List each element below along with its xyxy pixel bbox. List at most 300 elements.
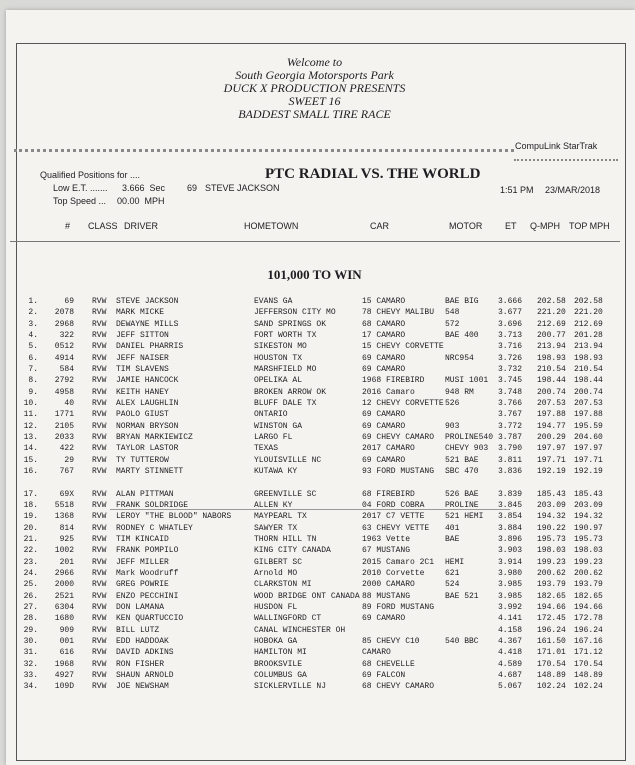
elapsed-time: 3.772 <box>498 421 523 431</box>
driver-name: JEFF MILLER <box>116 557 169 567</box>
car-number: 201 <box>59 557 74 567</box>
class: RVW <box>92 331 107 341</box>
car-number: 2792 <box>54 376 74 386</box>
motor: 521 HEMI <box>445 512 484 522</box>
elapsed-time: 5.067 <box>498 682 523 692</box>
elapsed-time: 3.787 <box>498 433 523 443</box>
elapsed-time: 3.854 <box>498 512 523 522</box>
position: 1. <box>28 297 38 306</box>
driver-name: SHAUN ARNOLD <box>116 671 174 680</box>
car-number: 2968 <box>54 319 74 329</box>
qualifying-mph: 197.97 <box>537 444 566 454</box>
class: RVW <box>92 682 107 692</box>
car-number: 109D <box>54 682 74 692</box>
position: 24. <box>23 568 38 578</box>
header-line: SWEET 16 <box>288 94 341 108</box>
class: RVW <box>92 648 107 658</box>
qualifying-mph: 170.54 <box>537 659 566 669</box>
class: RVW <box>92 512 107 522</box>
car-number: 69 <box>64 297 74 306</box>
top-mph: 182.65 <box>574 591 603 601</box>
header-line: Welcome to <box>286 55 343 69</box>
table-row <box>0 387 629 398</box>
driver-name: DANIEL PHARRIS <box>116 342 184 352</box>
top-mph: 192.19 <box>574 467 603 477</box>
top-mph: 193.79 <box>574 580 603 590</box>
class: RVW <box>92 500 107 510</box>
motor: 572 <box>445 319 460 329</box>
table-row <box>0 330 629 341</box>
position: 10. <box>23 399 38 409</box>
hometown: ALLEN KY <box>254 500 293 510</box>
table-row <box>0 636 629 647</box>
position: 28. <box>23 614 38 624</box>
car-number: 2033 <box>54 433 74 443</box>
top-mph: 198.93 <box>574 353 603 363</box>
car-number: 925 <box>59 534 74 544</box>
elapsed-time: 3.985 <box>498 580 523 590</box>
position: 4. <box>28 331 38 341</box>
qualifying-mph: 161.50 <box>537 636 566 646</box>
hometown: WALLINGFORD CT <box>254 614 322 624</box>
driver-name: FRANK POMPILO <box>116 546 179 556</box>
qualifying-mph: 190.22 <box>537 523 566 533</box>
top-mph: 203.09 <box>574 500 603 510</box>
hometown: SIKESTON MO <box>254 342 307 352</box>
col-header-driver: DRIVER <box>124 221 159 231</box>
car: 15 CHEVY CORVETTE <box>362 342 444 352</box>
position: 8. <box>28 376 38 386</box>
driver-name: MARTY STINNETT <box>116 467 184 477</box>
class: RVW <box>92 625 107 635</box>
time: 1:51 PM <box>500 185 534 195</box>
hometown: OPELIKA AL <box>254 376 303 386</box>
elapsed-time: 3.716 <box>498 342 523 352</box>
class: RVW <box>92 297 107 306</box>
driver-name: MARK MICKE <box>116 308 165 318</box>
class: RVW <box>92 399 107 409</box>
position: 31. <box>23 648 38 658</box>
table-row <box>0 398 629 409</box>
position: 16. <box>23 467 38 477</box>
top-mph: 148.89 <box>574 671 603 680</box>
driver-name: Mark Woodruff <box>116 568 179 578</box>
table-row <box>0 443 629 454</box>
elapsed-time: 3.992 <box>498 602 523 612</box>
car-number: 0512 <box>54 342 74 352</box>
driver-name: JEFF SITTON <box>116 331 169 341</box>
car: 04 FORD COBRA <box>362 500 425 510</box>
car: 1963 Vette <box>362 534 411 544</box>
car: 68 CAMARO <box>362 319 406 329</box>
motor: BAE 521 <box>445 591 479 601</box>
position: 6. <box>28 353 38 363</box>
elapsed-time: 3.666 <box>498 297 523 306</box>
elapsed-time: 3.745 <box>498 376 523 386</box>
car: 69 FALCON <box>362 671 406 680</box>
table-row <box>0 534 629 545</box>
elapsed-time: 3.903 <box>498 546 523 556</box>
low-et-car: 69 <box>187 183 198 193</box>
motor: 548 <box>445 308 460 318</box>
car-number: 2000 <box>54 580 74 590</box>
driver-name: RODNEY C WHATLEY <box>116 523 193 533</box>
top-mph: 197.97 <box>574 444 603 454</box>
header-rule <box>10 241 620 242</box>
top-mph: 200.74 <box>574 387 603 397</box>
table-row <box>0 353 629 364</box>
hometown: WOOD BRIDGE ONT CANADA <box>254 591 360 601</box>
class: RVW <box>92 591 107 601</box>
hometown: GREENVILLE SC <box>254 489 317 499</box>
driver-name: BRYAN MARKIEWICZ <box>116 433 193 443</box>
top-mph: 202.58 <box>574 297 603 306</box>
driver-name: EDD HADDOAK <box>116 636 169 646</box>
car: 2016 Camaro <box>362 387 415 397</box>
motor: 903 <box>445 421 460 431</box>
table-row <box>0 375 629 386</box>
motor: BAE BIG <box>445 297 479 306</box>
table-row <box>0 421 629 432</box>
table-row <box>0 432 629 443</box>
position: 11. <box>23 410 38 420</box>
hometown: MAYPEARL TX <box>254 512 307 522</box>
table-row <box>0 568 629 579</box>
elapsed-time: 4.158 <box>498 625 523 635</box>
motor: BAE <box>445 534 460 544</box>
table-row <box>0 557 629 568</box>
class: RVW <box>92 353 107 363</box>
top-mph: 198.03 <box>574 546 603 556</box>
motor: 401 <box>445 523 460 533</box>
car-number: 1771 <box>54 410 74 420</box>
qualifying-mph: 198.03 <box>537 546 566 556</box>
qualifying-mph: 200.74 <box>537 387 566 397</box>
class: RVW <box>92 387 107 397</box>
position: 30. <box>23 636 38 646</box>
position: 34. <box>23 682 38 692</box>
car-number: 001 <box>59 636 74 646</box>
position: 21. <box>23 534 38 544</box>
qualifying-mph: 172.45 <box>537 614 566 624</box>
motor: 521 BAE <box>445 455 479 465</box>
car: 67 MUSTANG <box>362 546 411 556</box>
class: RVW <box>92 568 107 578</box>
top-mph: 197.71 <box>574 455 603 465</box>
car-number: 2966 <box>54 568 74 578</box>
car-number: 322 <box>59 331 74 341</box>
col-header-hometown: HOMETOWN <box>244 221 299 231</box>
car: 69 CAMARO <box>362 421 406 431</box>
driver-name: BILL LUTZ <box>116 625 160 635</box>
table-row <box>0 613 629 624</box>
position: 20. <box>23 523 38 533</box>
driver-name: JEFF NAISER <box>116 353 169 363</box>
elapsed-time: 3.884 <box>498 523 523 533</box>
car-number: 1368 <box>54 512 74 522</box>
position: 9. <box>28 387 38 397</box>
qualifying-mph: 196.24 <box>537 625 566 635</box>
class: RVW <box>92 580 107 590</box>
top-mph: 190.97 <box>574 523 603 533</box>
position: 26. <box>23 591 38 601</box>
motor: BAE 400 <box>445 331 479 341</box>
elapsed-time: 3.766 <box>498 399 523 409</box>
table-row <box>0 489 629 500</box>
table-row <box>0 364 629 375</box>
low-et-driver: STEVE JACKSON <box>205 183 280 193</box>
hometown: SAWYER TX <box>254 523 298 533</box>
car-number: 1002 <box>54 546 74 556</box>
dotted-divider <box>14 149 514 152</box>
top-mph: 195.73 <box>574 534 603 544</box>
qualifying-mph: 221.20 <box>537 308 566 318</box>
hometown: JEFFERSON CITY MO <box>254 308 336 318</box>
car: 89 FORD MUSTANG <box>362 602 435 612</box>
driver-name: DAVID ADKINS <box>116 648 174 658</box>
header-line: DUCK X PRODUCTION PRESENTS <box>223 81 406 95</box>
position: 22. <box>23 546 38 556</box>
top-mph: 194.32 <box>574 512 603 522</box>
hometown: ONTARIO <box>254 410 288 420</box>
hometown: CANAL WINCHESTER OH <box>254 625 346 635</box>
table-row <box>0 455 629 466</box>
elapsed-time: 3.696 <box>498 319 523 329</box>
class: RVW <box>92 636 107 646</box>
col-header-qmph: Q-MPH <box>530 221 560 231</box>
top-mph: 196.24 <box>574 625 603 635</box>
table-row <box>0 579 629 590</box>
position: 27. <box>23 602 38 612</box>
qualifying-mph: 200.62 <box>537 568 566 578</box>
table-row <box>0 307 629 318</box>
top-mph: 213.94 <box>574 342 603 352</box>
hometown: SICKLERVILLE NJ <box>254 682 327 692</box>
qualifying-mph: 212.69 <box>537 319 566 329</box>
elapsed-time: 3.980 <box>498 568 523 578</box>
hometown: EVANS GA <box>254 297 293 306</box>
driver-name: TAYLOR LASTOR <box>116 444 179 454</box>
car: 68 FIREBIRD <box>362 489 415 499</box>
driver-name: LEROY "THE BLOOD" NABORS <box>116 512 232 522</box>
qualifying-mph: 197.71 <box>537 455 566 465</box>
elapsed-time: 4.687 <box>498 671 523 680</box>
motor: 948 RM <box>445 387 474 397</box>
car-number: 5518 <box>54 500 74 510</box>
top-mph: 207.53 <box>574 399 603 409</box>
qualifying-mph: 207.53 <box>537 399 566 409</box>
hometown: HOUSTON TX <box>254 353 303 363</box>
hometown: CLARKSTON MI <box>254 580 312 590</box>
top-mph: 172.78 <box>574 614 603 624</box>
motor: PROLINE <box>445 500 479 510</box>
header-line: South Georgia Motorsports Park <box>235 68 394 82</box>
position: 13. <box>23 433 38 443</box>
qualifying-mph: 198.44 <box>537 376 566 386</box>
qualified-label: Qualified Positions for .... <box>40 170 141 180</box>
car-number: 422 <box>59 444 74 454</box>
table-row <box>0 659 629 670</box>
class: RVW <box>92 546 107 556</box>
class: RVW <box>92 467 107 477</box>
col-header-class: CLASS <box>88 221 118 231</box>
results-table <box>0 296 629 693</box>
table-row <box>0 545 629 556</box>
car: 78 CHEVY MALIBU <box>362 308 435 318</box>
table-row <box>0 523 629 534</box>
top-mph: 212.69 <box>574 319 603 329</box>
driver-name: STEVE JACKSON <box>116 297 179 306</box>
top-mph: 185.43 <box>574 489 603 499</box>
low-et-label: Low E.T. ....... <box>53 183 108 193</box>
qualifying-mph: 193.79 <box>537 580 566 590</box>
elapsed-time: 4.589 <box>498 659 523 669</box>
car-number: 2105 <box>54 421 74 431</box>
hometown: SAND SPRINGS OK <box>254 319 327 329</box>
class: RVW <box>92 455 107 465</box>
table-row <box>0 670 629 681</box>
col-header-pos: # <box>65 221 71 231</box>
car-number: 4958 <box>54 387 74 397</box>
qualifying-mph: 194.77 <box>537 421 566 431</box>
low-et-value: 3.666 Sec <box>122 183 166 193</box>
motor: HEMI <box>445 557 465 567</box>
motor: CHEVY 903 <box>445 444 489 454</box>
qualifying-mph: 202.58 <box>537 297 566 306</box>
qualifying-mph: 192.19 <box>537 467 566 477</box>
position: 14. <box>23 444 38 454</box>
car-number: 29 <box>64 455 74 465</box>
qualifying-mph: 203.09 <box>537 500 566 510</box>
hometown: HUSDON FL <box>254 602 298 612</box>
qualifying-mph: 195.73 <box>537 534 566 544</box>
hometown: BROOKSVILE <box>254 659 303 669</box>
col-header-et: ET <box>505 221 517 231</box>
position: 33. <box>23 671 38 680</box>
elapsed-time: 3.732 <box>498 365 523 375</box>
car: 63 CHEVY VETTE <box>362 523 430 533</box>
car-number: 40 <box>64 399 74 409</box>
qualifying-mph: 185.43 <box>537 489 566 499</box>
event-header <box>0 56 629 121</box>
hometown: HAMILTON MI <box>254 648 307 658</box>
hometown: MARSHFIELD MO <box>254 365 317 375</box>
dotted-divider <box>514 159 618 161</box>
hometown: YLOUISVILLE NC <box>254 455 322 465</box>
elapsed-time: 3.811 <box>498 455 523 465</box>
top-mph: 198.44 <box>574 376 603 386</box>
hometown: KUTAWA KY <box>254 467 298 477</box>
motor: 524 <box>445 580 460 590</box>
class: RVW <box>92 433 107 443</box>
hometown: HOBOKA GA <box>254 636 298 646</box>
table-row <box>0 647 629 658</box>
car-number: 767 <box>59 467 74 477</box>
class: RVW <box>92 557 107 567</box>
col-header-top-mph: TOP MPH <box>569 221 610 231</box>
top-mph: 102.24 <box>574 682 603 692</box>
position: 12. <box>23 421 38 431</box>
top-mph: 210.54 <box>574 365 603 375</box>
hometown: THORN HILL TN <box>254 534 317 544</box>
car: 69 CAMARO <box>362 365 406 375</box>
driver-name: KEN QUARTUCCIO <box>116 614 184 624</box>
table-row <box>0 681 629 692</box>
car: 69 CAMARO <box>362 455 406 465</box>
driver-name: DEWAYNE MILLS <box>116 319 179 329</box>
car-number: 814 <box>59 523 74 533</box>
driver-name: RON FISHER <box>116 659 165 669</box>
driver-name: ALEX LAUGHLIN <box>116 399 179 409</box>
car: 69 CAMARO <box>362 353 406 363</box>
driver-name: PAOLO GIUST <box>116 410 169 420</box>
table-row <box>0 602 629 613</box>
car-number: 69X <box>59 489 74 499</box>
elapsed-time: 3.836 <box>498 467 523 477</box>
driver-name: KEITH HANEY <box>116 387 169 397</box>
hometown: GILBERT SC <box>254 557 303 567</box>
col-header-motor: MOTOR <box>449 221 483 231</box>
top-mph: 204.60 <box>574 433 603 443</box>
car: 2017 CAMARO <box>362 444 415 454</box>
driver-name: TIM SLAVENS <box>116 365 169 375</box>
driver-name: JAMIE HANCOCK <box>116 376 179 386</box>
car-number: 4927 <box>54 671 74 680</box>
elapsed-time: 3.767 <box>498 410 523 420</box>
elapsed-time: 3.985 <box>498 591 523 601</box>
car: 85 CHEVY C10 <box>362 636 420 646</box>
hometown: COLUMBUS GA <box>254 671 307 680</box>
purse-heading: 101,000 TO WIN <box>267 267 362 282</box>
elapsed-time: 3.845 <box>498 500 523 510</box>
compulink-brand: CompuLink StarTrak <box>515 141 598 151</box>
table-row <box>0 341 629 352</box>
car: 2000 CAMARO <box>362 580 415 590</box>
table-row <box>0 466 629 477</box>
elapsed-time: 3.896 <box>498 534 523 544</box>
elapsed-time: 3.790 <box>498 444 523 454</box>
elapsed-time: 3.713 <box>498 331 523 341</box>
top-mph: 195.59 <box>574 421 603 431</box>
qualifying-mph: 148.89 <box>537 671 566 680</box>
car-number: 2078 <box>54 308 74 318</box>
elapsed-time: 3.748 <box>498 387 523 397</box>
elapsed-time: 4.418 <box>498 648 523 658</box>
table-row <box>0 625 629 636</box>
header-line: BADDEST SMALL TIRE RACE <box>238 107 391 121</box>
class: RVW <box>92 410 107 420</box>
motor: 526 <box>445 399 460 409</box>
class: RVW <box>92 671 107 680</box>
table-row <box>0 591 629 602</box>
hometown: TEXAS <box>254 444 279 454</box>
car: 88 MUSTANG <box>362 591 411 601</box>
qualifying-mph: 213.94 <box>537 342 566 352</box>
class: RVW <box>92 602 107 612</box>
qualifying-mph: 171.01 <box>537 648 566 658</box>
car: 17 CAMARO <box>362 331 406 341</box>
position: 32. <box>23 659 38 669</box>
class: RVW <box>92 421 107 431</box>
table-row <box>0 409 629 420</box>
top-mph: 200.62 <box>574 568 603 578</box>
qualifying-mph: 199.23 <box>537 557 566 567</box>
driver-name: ALAN PITTMAN <box>116 489 174 499</box>
car-number: 584 <box>59 365 74 375</box>
class: RVW <box>92 659 107 669</box>
hometown: KING CITY CANADA <box>254 546 331 556</box>
car-number: 4914 <box>54 353 74 363</box>
